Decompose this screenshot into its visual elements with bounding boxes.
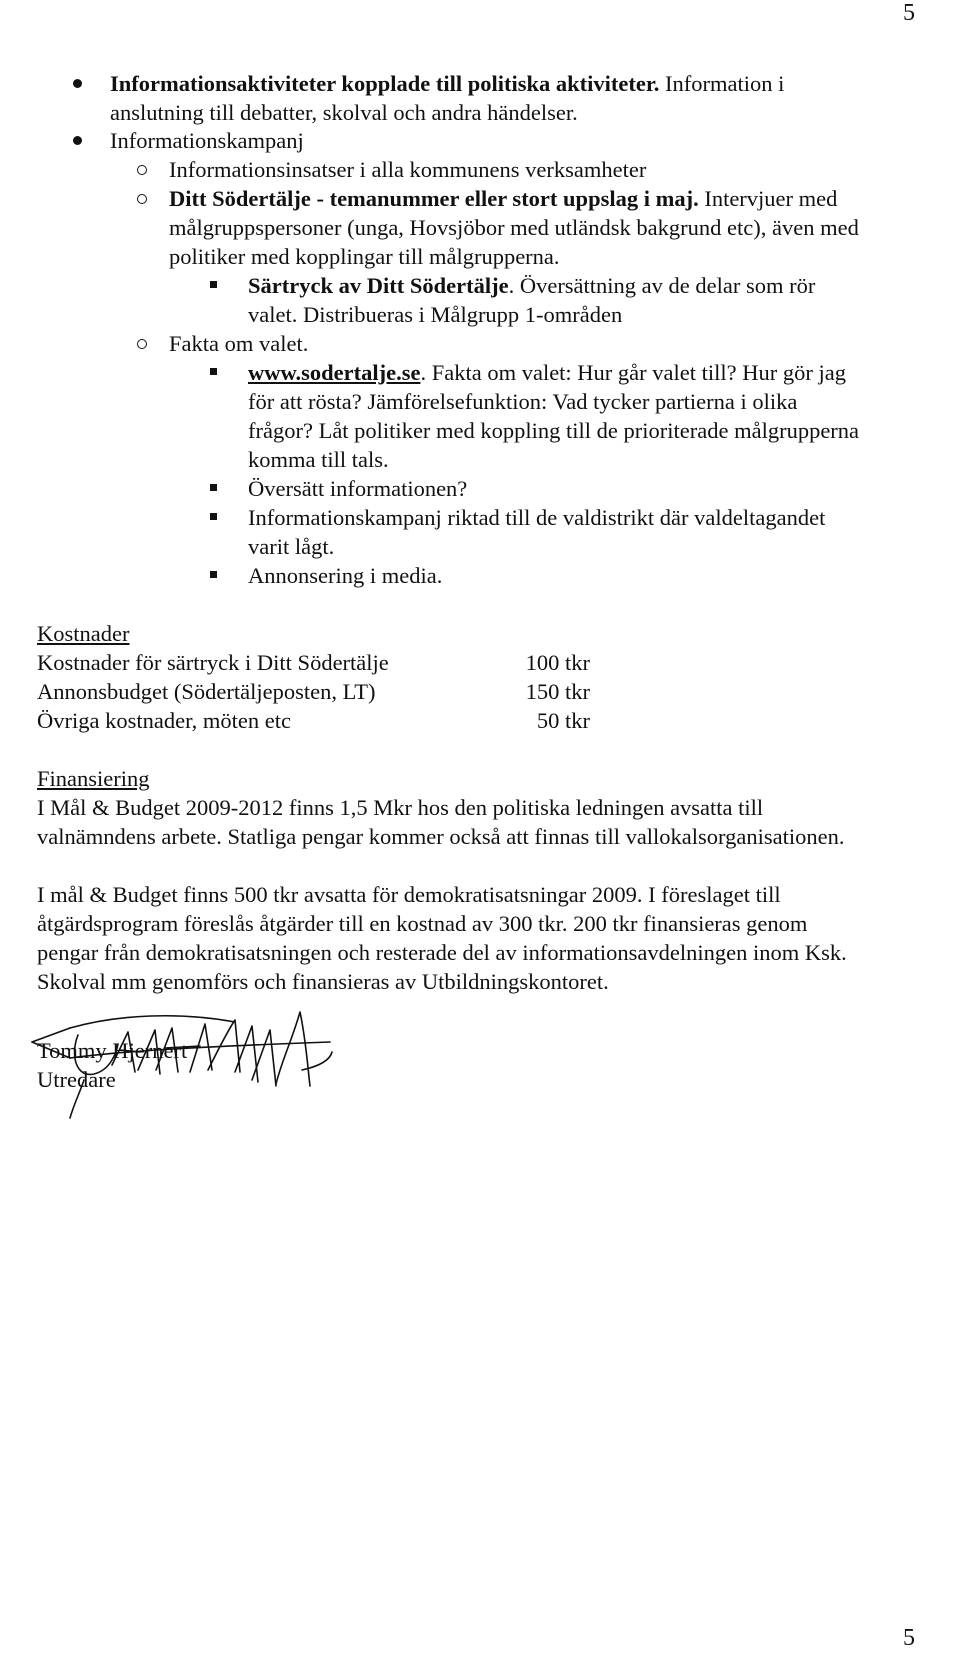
- square-item-1-line-2: valet. Distribueras i Målgrupp 1-områden: [248, 302, 623, 327]
- sub-item-3: Fakta om valet.: [169, 331, 309, 356]
- costs-heading: Kostnader: [37, 621, 130, 646]
- cost-row-label: Kostnader för särtryck i Ditt Södertälje: [37, 650, 389, 675]
- square-item-1-text: . Översättning av de delar som rör: [508, 273, 816, 298]
- bullet-dot: [73, 136, 82, 145]
- page-number-top: 5: [903, 0, 915, 26]
- bullet-square: [210, 484, 217, 491]
- square-item-2-line-3: frågor? Låt politiker med koppling till de prioriterade målgrupperna: [248, 418, 860, 443]
- bullet-circle: [137, 165, 147, 175]
- bullet-item-1-bold: Informationsaktiviteter kopplade till politiska aktiviteter.: [110, 71, 660, 96]
- cost-row-label: Övriga kostnader, möten etc: [37, 708, 292, 733]
- square-item-3: Översätt informationen?: [248, 476, 468, 501]
- square-item-1-bold: Särtryck av Ditt Södertälje: [248, 273, 509, 298]
- financing-paragraph-2-line-2: åtgärdsprogram föreslås åtgärder till en kostnad av 300 tkr. 200 tkr finansieras genom: [37, 911, 808, 936]
- cost-row-amount: 50 tkr: [536, 708, 590, 733]
- website-link[interactable]: www.sodertalje.se: [248, 360, 421, 385]
- square-item-5: Annonsering i media.: [248, 563, 443, 588]
- financing-paragraph-2-line-1: I mål & Budget finns 500 tkr avsatta för demokratisatsningar 2009. I föreslaget till: [37, 882, 781, 907]
- cost-row-amount: 100 tkr: [525, 650, 590, 675]
- bullet-item-1: [110, 69, 784, 98]
- sub-item-1: Informationsinsatser i alla kommunens verksamheter: [169, 157, 647, 182]
- square-item-4: Informationskampanj riktad till de valdistrikt där valdeltagandet: [248, 505, 826, 530]
- bullet-square: [210, 513, 217, 520]
- sub-item-2: [169, 184, 837, 213]
- page-number-bottom: 5: [903, 1625, 915, 1651]
- square-item-4-line-2: varit lågt.: [248, 534, 335, 559]
- financing-paragraph-1-line-2: valnämndens arbete. Statliga pengar kommer också att finnas till vallokalsorganisationen.: [37, 824, 845, 849]
- square-item-1: [248, 271, 815, 300]
- financing-heading: Finansiering: [37, 766, 150, 791]
- bullet-square: [210, 571, 217, 578]
- bullet-square: [210, 368, 217, 375]
- financing-paragraph-2-line-4: Skolval mm genomförs och finansieras av Utbildningskontoret.: [37, 969, 609, 994]
- bullet-item-1-line-2: anslutning till debatter, skolval och andra händelser.: [110, 100, 578, 125]
- bullet-item-1-text: Information i: [659, 71, 785, 96]
- signatory-title: Utredare: [37, 1067, 116, 1092]
- sub-item-2-line-2: målgruppspersoner (unga, Hovsjöbor med utländsk bakgrund etc), även med: [169, 215, 859, 240]
- sub-item-2-line-3: politiker med kopplingar till målgrupperna.: [169, 244, 560, 269]
- square-item-2-text: . Fakta om valet: Hur går valet till? Hur gör jag: [420, 360, 846, 385]
- financing-paragraph-2-line-3: pengar från demokratisatsningen och resterade del av informationsavdelningen inom Ksk.: [37, 940, 847, 965]
- bullet-circle: [137, 339, 147, 349]
- sub-item-2-bold: Ditt Södertälje - temanummer eller stort uppslag i maj.: [169, 186, 699, 211]
- cost-row-label: Annonsbudget (Södertäljeposten, LT): [37, 679, 376, 704]
- bullet-dot: [73, 79, 82, 88]
- bullet-square: [210, 281, 217, 288]
- cost-row-amount: 150 tkr: [525, 679, 590, 704]
- square-item-2-line-2: för att rösta? Jämförelsefunktion: Vad tycker partierna i olika: [248, 389, 798, 414]
- bullet-circle: [137, 194, 147, 204]
- sub-item-2-text: Intervjuer med: [698, 186, 838, 211]
- signatory-name: Tommy Hjernert: [37, 1038, 188, 1063]
- bullet-item-2: Informationskampanj: [110, 128, 304, 153]
- square-item-2: [248, 358, 846, 387]
- financing-paragraph-1-line-1: I Mål & Budget 2009-2012 finns 1,5 Mkr hos den politiska ledningen avsatta till: [37, 795, 764, 820]
- square-item-2-line-4: komma till tals.: [248, 447, 389, 472]
